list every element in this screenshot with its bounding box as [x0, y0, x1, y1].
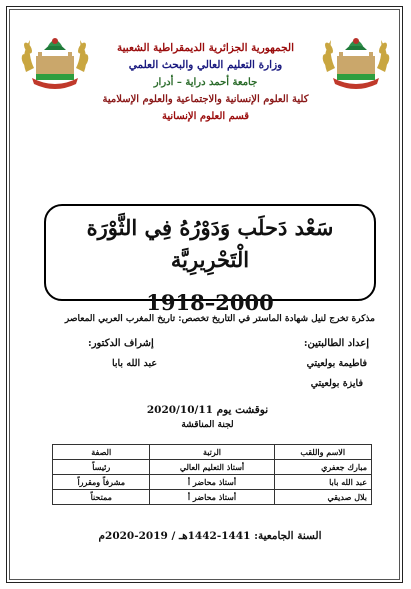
prepared-by-label: إعداد الطالبتين: — [303, 338, 369, 349]
title-box — [44, 204, 376, 315]
jury-member-role: مشرفاً ومقرراً — [53, 475, 150, 490]
column-header: الاسم واللقب — [274, 445, 372, 460]
jury-member-rank: أستاذ التعليم العالي — [150, 460, 274, 475]
republic-name: الجمهورية الجزائرية الديمقراطية الشعبية — [116, 42, 294, 54]
thesis-subtitle: مذكرة تخرج لنيل شهادة الماستر في التاريخ تخصص: تاريخ المغرب العربي المعاصر — [64, 314, 375, 324]
student-name: فاطيمة بولعيتي — [306, 358, 367, 369]
jury-member-rank: أستاذ محاضر أ — [150, 475, 274, 490]
column-header: الرتبة — [150, 445, 274, 460]
academic-year: السنة الجامعية: 1441-1442هـ / 2019-2020م — [98, 530, 322, 542]
defense-date: نوقشت يوم 2020/10/11 — [146, 404, 269, 416]
institution-header — [80, 40, 331, 125]
student-name: فايزة بولعيتي — [310, 378, 363, 389]
table-row — [53, 475, 372, 490]
supervisor-name: عبد الله بابا — [112, 358, 157, 369]
jury-member-name: مبارك جعفري — [274, 460, 372, 475]
jury-member-rank: أستاذ محاضر أ — [150, 490, 274, 505]
faculty-name: كلية العلوم الإنسانية والاجتماعية والعلوم الإسلامية — [102, 94, 309, 105]
jury-member-role: ممتحناً — [53, 490, 150, 505]
thesis-title: سَعْد دَحلَب وَدَوْرُهُ فِي الثَّوْرَة الْتَحْرِيرِيَّة — [86, 215, 334, 272]
committee-label: لجنة المناقشة — [181, 420, 234, 430]
jury-member-name: عبد الله بابا — [274, 475, 372, 490]
thesis-years: 1918–2000 — [146, 290, 274, 315]
supervisor-label: إشراف الدكتور: — [88, 338, 154, 349]
table-header-row — [53, 445, 372, 460]
table-row — [53, 490, 372, 505]
column-header: الصفة — [53, 445, 150, 460]
jury-member-role: رئيساً — [53, 460, 150, 475]
ministry-name: وزارة التعليم العالي والبحث العلمي — [128, 59, 283, 71]
university-name: جامعة أحمد دراية – أدرار — [153, 77, 258, 88]
jury-member-name: بلال صديقي — [274, 490, 372, 505]
jury-table — [52, 444, 372, 505]
table-row — [53, 460, 372, 475]
department-name: قسم العلوم الإنسانية — [161, 111, 250, 122]
